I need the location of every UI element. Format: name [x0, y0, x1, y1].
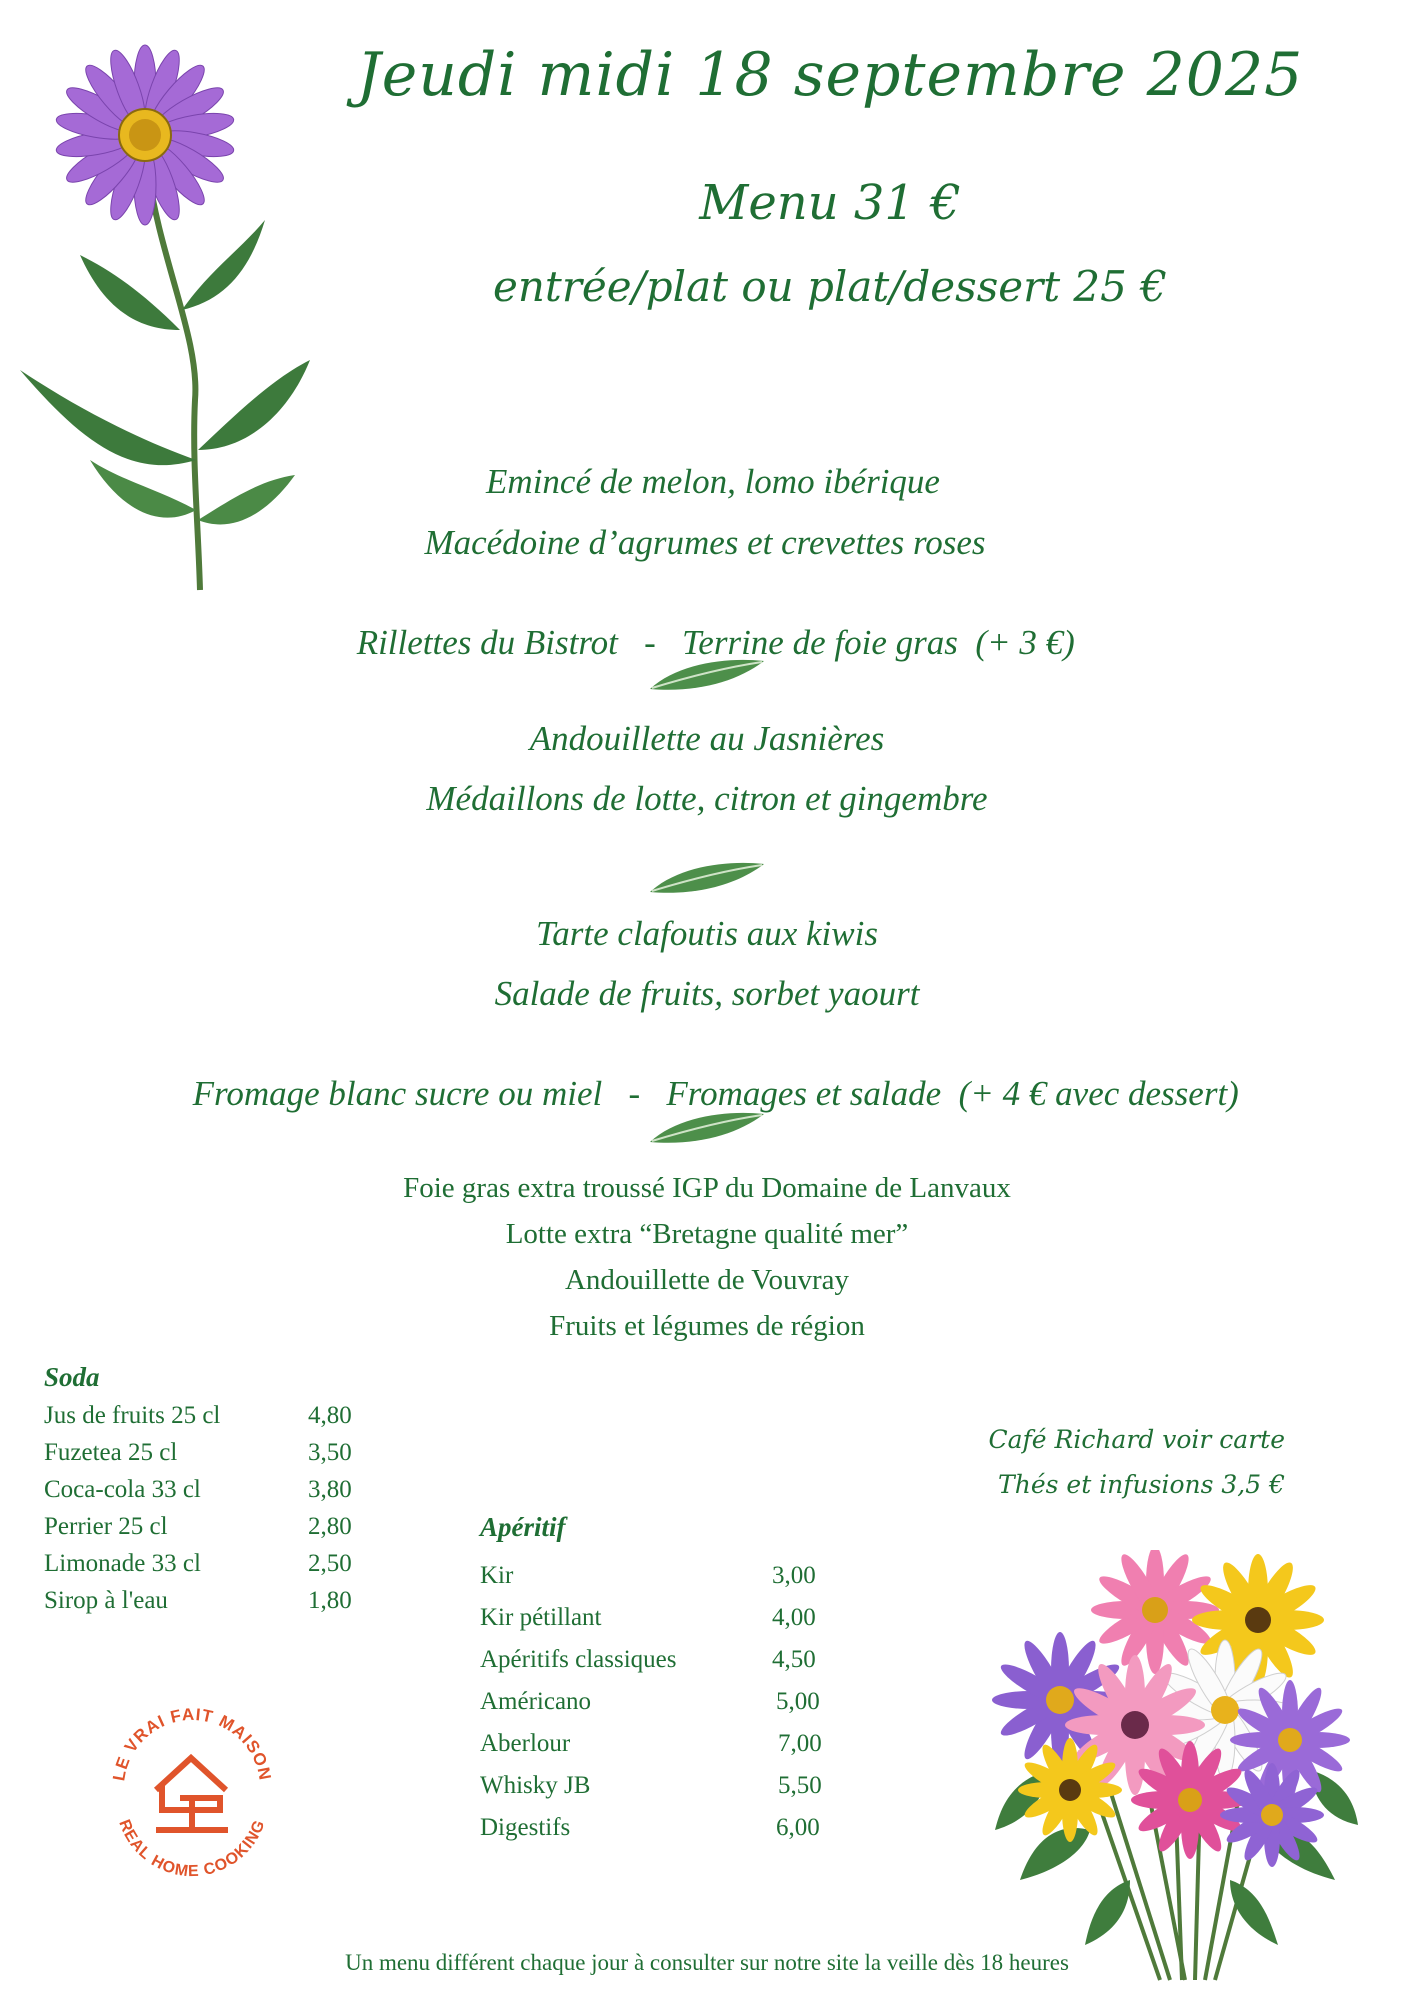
- source-line: Lotte extra “Bretagne qualité mer”: [505, 1218, 909, 1250]
- source-line: Foie gras extra troussé IGP du Domaine de Lanvaux: [403, 1172, 1011, 1204]
- soda-row: Coca-cola 33 cl 3,80: [44, 1476, 352, 1503]
- flower-bouquet-illustration: [990, 1550, 1360, 1990]
- soda-row: Sirop à l'eau 1,80: [44, 1587, 352, 1614]
- aperitif-row: Apéritifs classiques 4,50: [480, 1646, 816, 1673]
- dessert-item: Tarte clafoutis aux kiwis: [536, 914, 878, 953]
- soda-list: [44, 1402, 364, 1624]
- footer-note: Un menu différent chaque jour à consulter sur notre site la veille dès 18 heures: [345, 1950, 1069, 1975]
- starter-item: Macédoine d’agrumes et crevettes roses: [424, 523, 986, 562]
- menu-price: Menu 31 €: [699, 175, 961, 231]
- source-line: Andouillette de Vouvray: [564, 1264, 850, 1296]
- aperitif-row: Kir 3,00: [480, 1562, 816, 1589]
- aperitif-row: Américano 5,00: [480, 1688, 820, 1715]
- dessert-item: Fromage blanc sucre ou miel - Fromages et salade (+ 4 € avec dessert): [192, 1074, 1239, 1113]
- aperitif-row: Aberlour 7,00: [480, 1730, 822, 1757]
- soda-row: Fuzetea 25 cl 3,50: [44, 1439, 352, 1466]
- tea-line: Thés et infusions 3,5 €: [998, 1470, 1285, 1499]
- source-line: Fruits et légumes de région: [549, 1310, 865, 1342]
- daisy-illustration: [10, 40, 310, 600]
- menu-date-title: Jeudi midi 18 septembre 2025: [356, 40, 1304, 110]
- starter-item: Rillettes du Bistrot - Terrine de foie gras (+ 3 €): [356, 623, 1075, 662]
- formula-price: entrée/plat ou plat/dessert 25 €: [493, 262, 1167, 311]
- logo-top-text: LE VRAI FAIT MAISON: [109, 1704, 275, 1783]
- aperitif-row: Kir pétillant 4,00: [480, 1604, 816, 1631]
- aperitif-row: Whisky JB 5,50: [480, 1772, 822, 1799]
- aperitif-row: Digestifs 6,00: [480, 1814, 820, 1841]
- svg-text:LE VRAI FAIT MAISON: [109, 1705, 274, 1783]
- dessert-item: Salade de fruits, sorbet yaourt: [494, 974, 920, 1013]
- cafe-line: Café Richard voir carte: [988, 1425, 1285, 1454]
- leaf-divider-icon: [648, 858, 766, 898]
- logo-bottom-text: REAL HOME COOKING: [115, 1817, 269, 1880]
- leaf-divider-icon: [648, 1108, 766, 1148]
- starter-item: Emincé de melon, lomo ibérique: [486, 462, 940, 501]
- soda-row: Perrier 25 cl 2,80: [44, 1513, 352, 1540]
- leaf-divider-icon: [648, 655, 766, 695]
- soda-row: Limonade 33 cl 2,50: [44, 1550, 352, 1577]
- main-item: Médaillons de lotte, citron et gingembre: [426, 779, 988, 818]
- soda-row: Jus de fruits 25 cl 4,80: [44, 1402, 352, 1429]
- aperitif-list: [480, 1562, 840, 1856]
- aperitif-title: Apéritif: [480, 1512, 566, 1542]
- fait-maison-logo: [96, 1690, 286, 1880]
- soda-title: Soda: [44, 1362, 100, 1392]
- main-item: Andouillette au Jasnières: [529, 719, 885, 758]
